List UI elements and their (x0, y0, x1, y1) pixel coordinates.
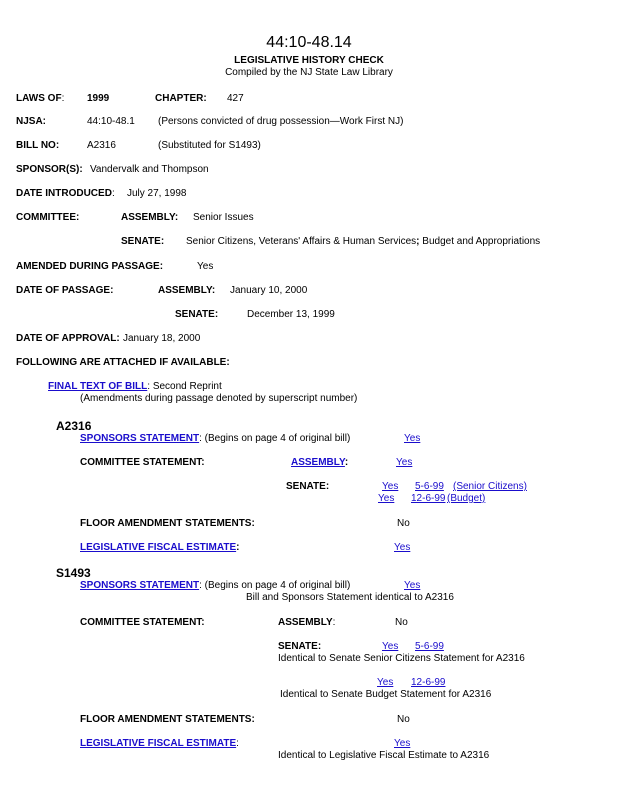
a2316-senate-date-link-2[interactable]: 12-6-99 (411, 493, 446, 504)
s1493-sponsors-row (80, 580, 350, 592)
a2316-senate-yes-link-1[interactable]: Yes (382, 481, 399, 492)
page-subtitle: LEGISLATIVE HISTORY CHECK (234, 55, 384, 66)
page-title: 44:10-48.14 (266, 34, 352, 51)
amended-label: AMENDED DURING PASSAGE: (16, 261, 164, 272)
date-introduced-row: DATE INTRODUCED: (16, 188, 115, 199)
date-of-approval-label: DATE OF APPROVAL: (16, 333, 120, 344)
section-heading-s1493: S1493 (56, 566, 91, 580)
date-of-approval-value: January 18, 2000 (123, 333, 201, 344)
bill-no-note: (Substituted for S1493) (158, 140, 261, 151)
s1493-assembly-label: ASSEMBLY (278, 617, 333, 628)
final-text-value: : Second Reprint (147, 381, 222, 392)
final-text-link[interactable]: FINAL TEXT OF BILL (48, 381, 148, 392)
committee-senate-value-1: Senior Citizens, Veterans' Affairs & Human Services (186, 236, 417, 247)
s1493-floor-label: FLOOR AMENDMENT STATEMENTS: (80, 714, 255, 725)
passage-senate-label: SENATE: (175, 309, 219, 320)
njsa-label: NJSA: (16, 116, 47, 127)
a2316-fiscal-row (80, 542, 239, 554)
following-heading: FOLLOWING ARE ATTACHED IF AVAILABLE: (16, 357, 230, 368)
s1493-senate-date-link-1[interactable]: 5-6-99 (415, 641, 444, 652)
date-introduced-label: DATE INTRODUCED (16, 188, 112, 199)
sponsors-label: SPONSOR(S): (16, 164, 83, 175)
compiled-by: Compiled by the NJ State Law Library (225, 67, 393, 78)
s1493-sponsors-yes-link[interactable]: Yes (404, 580, 421, 591)
date-of-passage-label: DATE OF PASSAGE: (16, 285, 114, 296)
s1493-committee-label: COMMITTEE STATEMENT: (80, 617, 205, 628)
s1493-floor-value: No (397, 714, 410, 725)
amended-value: Yes (197, 261, 214, 272)
a2316-fiscal-yes-link[interactable]: Yes (394, 542, 411, 553)
a2316-fiscal-colon: : (236, 542, 240, 553)
s1493-senate-label: SENATE: (278, 641, 322, 652)
s1493-senate-date-link-2[interactable]: 12-6-99 (411, 677, 446, 688)
s1493-senate-identical-1: Identical to Senate Senior Citizens Statement for A2316 (278, 653, 525, 664)
a2316-assembly-link[interactable]: ASSEMBLY (291, 457, 345, 468)
a2316-sponsors-note: : (Begins on page 4 of original bill) (199, 433, 351, 444)
a2316-committee-label: COMMITTEE STATEMENT: (80, 457, 205, 468)
passage-senate-value: December 13, 1999 (247, 309, 335, 320)
s1493-sponsors-note: : (Begins on page 4 of original bill) (199, 580, 351, 591)
s1493-sponsors-statement-link[interactable]: SPONSORS STATEMENT (80, 580, 200, 591)
a2316-floor-label: FLOOR AMENDMENT STATEMENTS: (80, 518, 255, 529)
s1493-fiscal-yes-link[interactable]: Yes (394, 738, 411, 749)
s1493-senate-identical-2: Identical to Senate Budget Statement for A2316 (280, 689, 492, 700)
sponsors-value: Vandervalk and Thompson (90, 164, 209, 175)
a2316-floor-value: No (397, 518, 410, 529)
s1493-assembly-row (278, 617, 335, 629)
committee-senate-value (186, 236, 540, 248)
a2316-fiscal-estimate-link[interactable]: LEGISLATIVE FISCAL ESTIMATE (80, 542, 237, 553)
bill-no-label: BILL NO: (16, 140, 60, 151)
laws-of-row: LAWS OF: (16, 93, 65, 104)
a2316-sponsors-statement-link[interactable]: SPONSORS STATEMENT (80, 433, 200, 444)
s1493-assembly-value: No (395, 617, 408, 628)
committee-label: COMMITTEE: (16, 212, 80, 223)
a2316-assembly-row (291, 457, 348, 469)
committee-senate-label: SENATE: (121, 236, 165, 247)
s1493-senate-yes-link-1[interactable]: Yes (382, 641, 399, 652)
laws-of-label: LAWS OF (16, 93, 62, 104)
a2316-sponsors-row (80, 433, 350, 445)
a2316-assembly-yes-link[interactable]: Yes (396, 457, 413, 468)
committee-senate-value-2: Budget and Appropriations (419, 236, 541, 247)
s1493-fiscal-estimate-link[interactable]: LEGISLATIVE FISCAL ESTIMATE (80, 738, 237, 749)
section-heading-a2316: A2316 (56, 419, 92, 433)
bill-no-value: A2316 (87, 140, 116, 151)
a2316-senate-budget-link[interactable]: (Budget) (447, 493, 486, 504)
a2316-senate-date-link-1[interactable]: 5-6-99 (415, 481, 444, 492)
a2316-sponsors-yes-link[interactable]: Yes (404, 433, 421, 444)
a2316-senate-label: SENATE: (286, 481, 330, 492)
final-text-row (48, 381, 222, 393)
committee-senate-separator: ; (416, 236, 420, 247)
a2316-senate-senior-citizens-link[interactable]: (Senior Citizens) (453, 481, 527, 492)
chapter-label: CHAPTER: (155, 93, 207, 104)
laws-of-value: 1999 (87, 93, 110, 104)
chapter-value: 427 (227, 93, 244, 104)
committee-assembly-value: Senior Issues (193, 212, 254, 223)
s1493-fiscal-row (80, 738, 239, 750)
s1493-senate-yes-link-2[interactable]: Yes (377, 677, 394, 688)
final-text-note: (Amendments during passage denoted by superscript number) (80, 393, 358, 404)
date-introduced-value: July 27, 1998 (127, 188, 187, 199)
a2316-senate-yes-link-2[interactable]: Yes (378, 493, 395, 504)
passage-assembly-label: ASSEMBLY: (158, 285, 216, 296)
njsa-note: (Persons convicted of drug possession—Work First NJ) (158, 116, 404, 127)
passage-assembly-value: January 10, 2000 (230, 285, 308, 296)
s1493-sponsors-identical: Bill and Sponsors Statement identical to A2316 (246, 592, 454, 603)
s1493-fiscal-identical: Identical to Legislative Fiscal Estimate to A2316 (278, 750, 490, 761)
committee-assembly-label: ASSEMBLY: (121, 212, 179, 223)
a2316-assembly-colon: : (344, 457, 349, 468)
njsa-value: 44:10-48.1 (87, 116, 135, 127)
s1493-fiscal-colon: : (236, 738, 239, 749)
s1493-assembly-colon: : (332, 617, 336, 628)
